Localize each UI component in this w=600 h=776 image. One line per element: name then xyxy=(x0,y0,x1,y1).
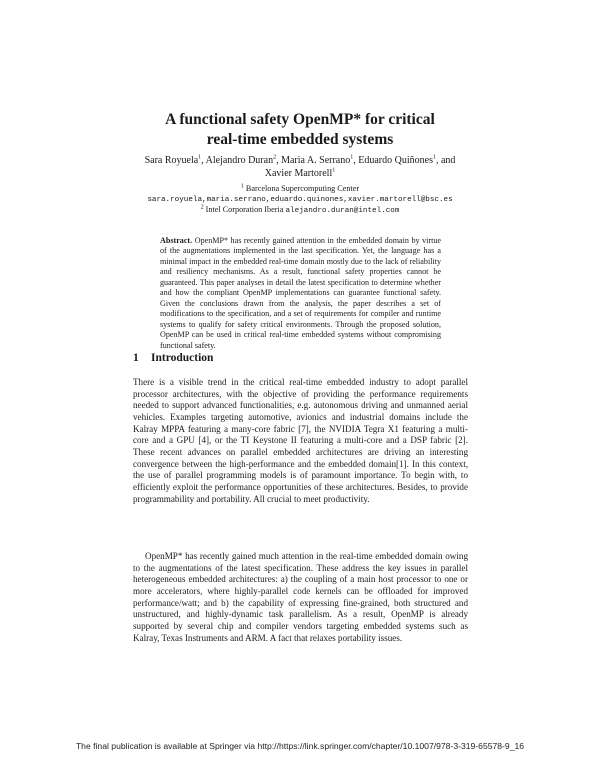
section-number: 1 xyxy=(133,352,139,364)
affil-mark: 1 xyxy=(240,183,244,190)
title-line-2: real-time embedded systems xyxy=(206,131,394,148)
affiliation-2 xyxy=(0,205,600,217)
affiliations xyxy=(0,184,600,217)
affiliation-1-emails: sara.royuela,maria.serrano,eduardo.quinones,xavier.martorell@bsc.es xyxy=(147,195,453,204)
body-paragraph-1: There is a visible trend in the critical real-time embedded industry to adopt parallel processor architectures, with the objective of providing the performance requirements needed to support advanced functionalities, e.g. autonomous driving and unmanned aerial vehicles. Examples targeting automotive, avionics and industrial domains include the Kalray MPPA featuring a many-core fabric [7], the NVIDIA Tegra X1 featuring a multi-core and a GPU [4], or the TI Keystone II featuring a multi-core and a DSP fabric [2]. These recent advances on parallel embedded architectures are driving an interesting convergence between the high-performance and the embedded domain[1]. In this context, the use of parallel programming models is of paramount importance. To begin with, to efficiently exploit the performance opportunities of these architectures. Besides, to provide programmability and portability. All crucial to meet productivity. xyxy=(133,377,468,504)
abstract xyxy=(160,236,441,351)
abstract-text: OpenMP* has recently gained attention in the embedded domain by virtue of the augmentations implemented in the last specification. Yet, the language has a minimal impact in the embedded real-time domain mostly due to the lack of reliability and resiliency mechanisms. As a result, functional safety properties cannot be guaranteed. This paper analyses in detail the latest specification to determine whether and how the compliant OpenMP implementations can guarantee functional safety. Given the conclusions drawn from the analysis, the paper describes a set of modifications to the specification, and a set of requirements for compiler and runtime systems to qualify for safety critical environments. Through the proposed solution, OpenMP can be used in critical real-time embedded systems without compromising functional safety. xyxy=(160,236,441,350)
author-separator: , and xyxy=(435,155,456,166)
author-name: , Eduardo Quiñones xyxy=(353,155,433,166)
abstract-label: Abstract. xyxy=(160,236,193,245)
author-name: Sara Royuela xyxy=(144,155,199,166)
affil-mark: 2 xyxy=(200,204,204,211)
publication-footer: The final publication is available at Springer via http://https://link.springer.com/chapter/10.1007/978-3-319-65578-9_16 xyxy=(75,741,525,751)
author-affil-mark: 1 xyxy=(332,167,336,174)
affiliation-1 xyxy=(0,184,600,195)
institution-email: alejandro.duran@intel.com xyxy=(285,207,400,215)
author-list xyxy=(110,154,490,180)
institution-name: Barcelona Supercomputing Center xyxy=(245,184,360,193)
author-name: , Maria A. Serrano xyxy=(276,155,351,166)
author-affil-mark: 2 xyxy=(273,154,277,161)
author-affil-mark: 1 xyxy=(350,154,354,161)
section-title: Introduction xyxy=(151,352,214,364)
institution-name: Intel Corporation Iberia xyxy=(205,205,284,214)
section-heading xyxy=(133,352,213,364)
author-affil-mark: 1 xyxy=(198,154,202,161)
title-line-1: A functional safety OpenMP* for critical xyxy=(165,111,435,128)
author-name: Xavier Martorell xyxy=(264,168,333,179)
body-paragraph-2: OpenMP* has recently gained much attention in the real-time embedded domain owing to the augmentations of the latest specification. These address the key issues in parallel heterogeneous embedded architectures: a) the coupling of a main host processor to one or more accelerators, where highly-parallel code kernels can be offloaded for improved performance/watt; and b) the capability of expressing fine-grained, both structured and unstructured, and highly-dynamic task parallelism. As a result, OpenMP is already supported by several chip and compiler vendors targeting embedded systems such as Kalray, Texas Instruments and ARM. A fact that relaxes portability issues. xyxy=(133,551,468,643)
author-affil-mark: 1 xyxy=(432,154,436,161)
author-name: , Alejandro Duran xyxy=(201,155,274,166)
paper-title xyxy=(0,110,600,150)
